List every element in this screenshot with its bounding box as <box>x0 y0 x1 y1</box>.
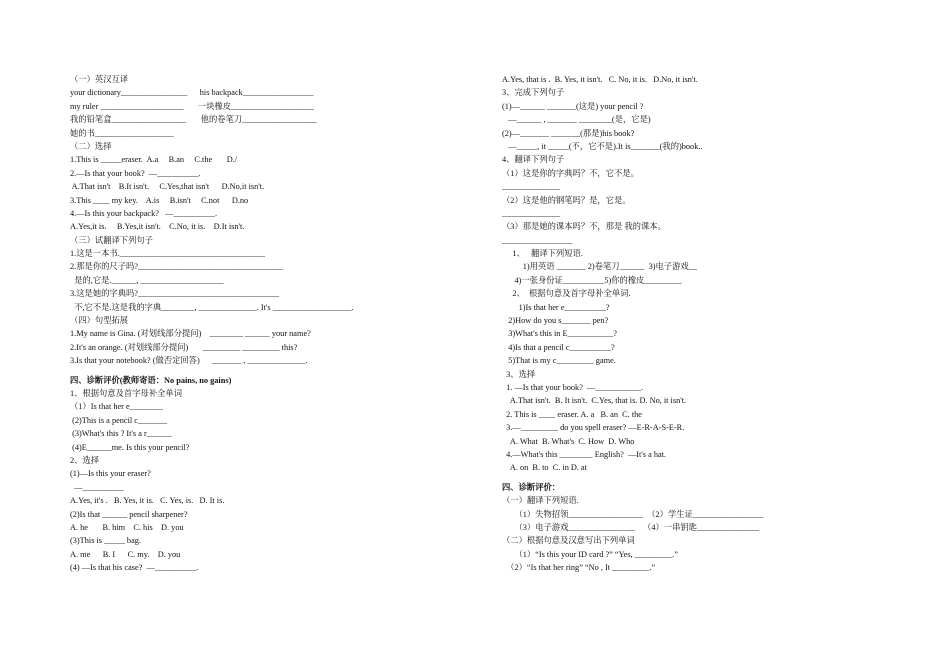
worksheet-line: （一）翻译下列短语. <box>502 496 579 506</box>
worksheet-line: 她的书___________________ <box>70 128 174 138</box>
worksheet-line: (4)E______me. Is this your pencil? <box>70 442 190 452</box>
worksheet-line: —______ , _______ ________(是，它是) <box>502 115 651 125</box>
worksheet-line: 3.This ____ my key. A.is B.isn't C.not D.no <box>70 195 249 205</box>
worksheet-line: 2.It's an orange. (对划线部分提问) _________ _________ this? <box>70 342 298 352</box>
worksheet-line: 4)Is that a pencil c__________? <box>502 342 615 352</box>
worksheet-line: 4.—What's this ________ English? —It's a hat. <box>502 449 667 459</box>
worksheet-line: ______________ <box>502 182 561 192</box>
worksheet-line: （一）英汉互译 <box>70 75 129 84</box>
worksheet-line: （四）句型拓展 <box>70 316 129 326</box>
worksheet-line: (3)What's this ? It's a r______ <box>70 429 172 439</box>
worksheet-line: (2)Is that ______ pencil sharpener? <box>70 509 188 519</box>
worksheet-line: （三）试翻译下列句子 <box>70 235 153 245</box>
worksheet-line: （3）那是她的课本吗？不，那是 我的课本。 <box>502 222 666 232</box>
worksheet-line: —_____, it _____(不，它不是).It is_______(我的)book.. <box>502 141 703 151</box>
worksheet-line: 2、选择 <box>70 455 100 465</box>
worksheet-line: your dictionary________________ his backpack_________________ <box>70 88 314 98</box>
worksheet-line: 2.那是你的尺子吗?___________________________________ <box>70 262 284 272</box>
worksheet-line: 1、 翻译下列短语. <box>502 249 583 259</box>
worksheet-line: 3)What's this in E___________? <box>502 329 617 339</box>
worksheet-line: （二）根据句意及汉意写出下列单词 <box>502 536 635 546</box>
worksheet-line: 2)How do you s_______ pen? <box>502 316 609 326</box>
worksheet-line: （3）电子游戏________________ （4）一串钥匙_______________ <box>502 522 760 532</box>
worksheet-line: 3.这是她的字典吗?__________________________________ <box>70 289 280 299</box>
worksheet-line: （二）选择 <box>70 141 112 151</box>
worksheet-line: 1、根据句意及首字母补全单词 <box>70 388 183 398</box>
worksheet-line: 5)That is my c_________ game. <box>502 356 616 366</box>
worksheet-line: 1.这是一本书.___________________________________ <box>70 249 265 259</box>
worksheet-line: 2. This is ____ eraser. A. a B. an C. the <box>502 409 642 419</box>
worksheet-line: A.That isn't. B. It isn't. C.Yes, that is. D. No, it isn't. <box>502 396 687 406</box>
worksheet-line: 1)Is that her e__________? <box>502 302 610 312</box>
worksheet-line: 2.—Is that your book? —__________. <box>70 168 201 178</box>
worksheet-line: A.Yes, it's . B. Yes, it is. C. Yes, is. D. It is. <box>70 496 225 506</box>
worksheet-line: 3.—_________ do you spell eraser? —E-R-A-S-E-R. <box>502 423 685 433</box>
worksheet-line: 2、 根据句意及首字母补全单词. <box>502 289 631 299</box>
worksheet-line: （2）这是他的钢笔吗？是，它是。 <box>502 195 631 205</box>
worksheet-line: 我的铅笔盒__________________ 他的卷笔刀__________________ <box>70 115 317 125</box>
worksheet-line: A. me B. I C. my. D. you <box>70 549 181 559</box>
worksheet-line: 4.—Is this your backpack? —__________. <box>70 208 218 218</box>
worksheet-line: 四、诊断评价： <box>502 482 561 492</box>
worksheet-line: 3、完成下列句子 <box>502 88 565 98</box>
worksheet-line: ______________ <box>502 208 561 218</box>
worksheet-line: (4) —Is that his case? —__________. <box>70 563 199 573</box>
worksheet-line: 是的,它是.______, ____________________ <box>70 275 224 285</box>
worksheet-line: (2)This is a pencil c_______ <box>70 415 168 425</box>
worksheet-line: 3、选择 <box>502 369 536 379</box>
right-column <box>502 73 892 574</box>
worksheet-line: (1)—Is this your eraser? <box>70 469 151 479</box>
worksheet-line: _________________ <box>502 235 573 245</box>
worksheet-line: —__________ <box>70 482 124 492</box>
worksheet-line: （1）失物招领__________________ （2）学生证_________________ <box>502 509 764 519</box>
worksheet-line: 4)一张身份证__________5)你的橡皮_________ <box>502 275 682 285</box>
worksheet-line: 1)用英语 _______ 2)卷笔刀______ 3)电子游戏__ <box>502 262 697 272</box>
worksheet-line: A. What B. What's C. How D. Who <box>502 436 635 446</box>
worksheet-line: A. on B. to C. in D. at <box>502 463 588 473</box>
worksheet-line: 1.My name is Gina. (对划线部分提问) ________ ______ your name? <box>70 329 311 339</box>
worksheet-line: (2)—_______ _______(那是)his book? <box>502 128 635 138</box>
worksheet-line: （1）这是你的字典吗？不，它不是。 <box>502 168 639 178</box>
worksheet-line: A.Yes, that is . B. Yes, it isn't. C. No, it is. D.No, it isn't. <box>502 75 698 84</box>
worksheet-line: 1.This is _____eraser. A.a B.an C.the D./ <box>70 155 238 165</box>
worksheet-line: 1. —Is that your book? —___________. <box>502 382 644 392</box>
worksheet-line: 4、翻译下列句子 <box>502 155 565 165</box>
worksheet-line: A.That isn't B.It isn't. C.Yes,that isn't D.No,it isn't. <box>70 182 265 192</box>
worksheet-line: (3)This is _____ bag. <box>70 536 141 546</box>
worksheet-line: A. he B. him C. his D. you <box>70 522 184 532</box>
worksheet-line: （1）Is that her e________ <box>70 402 163 412</box>
worksheet-line: 3.Is that your notebook? (做否定回答) _______ , ______________. <box>70 356 308 366</box>
worksheet-line: （2）“Is that her ring” “No , It _________.” <box>502 563 656 573</box>
worksheet-line: A.Yes,it is. B.Yes,it isn't. C.No, it is. D.It isn't. <box>70 222 245 232</box>
worksheet-line: (1)—______ _______(这是) your pencil ? <box>502 101 644 111</box>
worksheet-line: 不,它不是.这是我的字典________, ______________. It's ___________________. <box>70 302 354 312</box>
worksheet-line: （1）“Is this your ID card ?” “Yes, _________.” <box>502 549 678 559</box>
worksheet-line: 四、诊断评价(教师寄语：No pains, no gains) <box>70 375 232 385</box>
left-column <box>70 73 430 574</box>
worksheet-line: my ruler ____________________ 一块橡皮____________________ <box>70 101 315 111</box>
